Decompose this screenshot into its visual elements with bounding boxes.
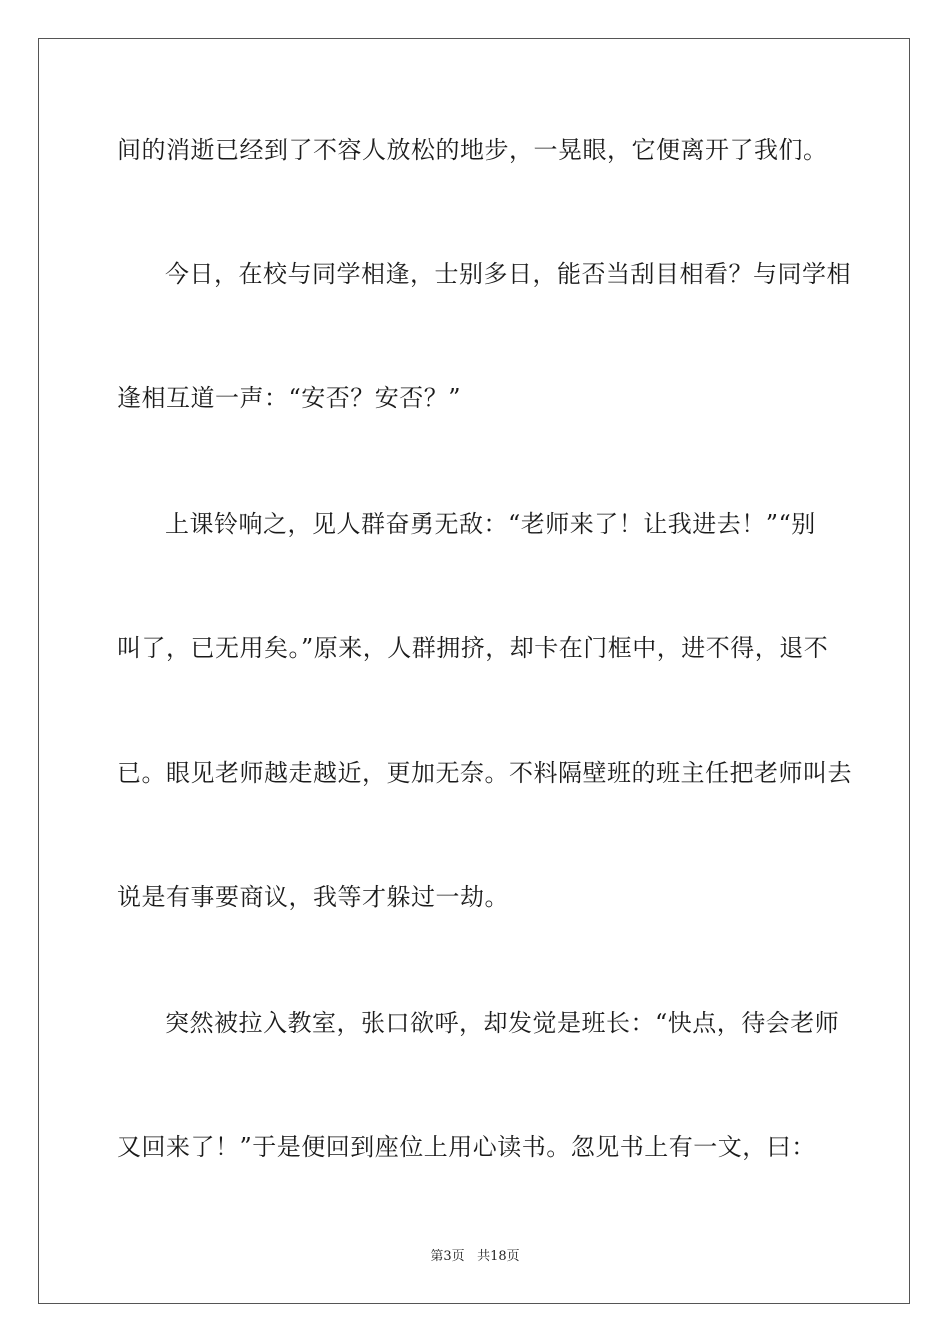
page-footer bbox=[0, 1248, 950, 1266]
text-line-1: 间的消逝已经到了不容人放松的地步，一晃眼，它便离开了我们。 bbox=[117, 136, 828, 164]
text-line-5: 叫了，已无用矣。”原来，人群拥挤，却卡在门框中，进不得，退不 bbox=[117, 634, 829, 662]
text-line-6: 已。眼见老师越走越近，更加无奈。不料隔壁班的班主任把老师叫去 bbox=[117, 759, 852, 787]
page-border bbox=[38, 38, 910, 1304]
text-line-9: 又回来了！”于是便回到座位上用心读书。忽见书上有一文，曰： bbox=[117, 1133, 816, 1161]
total-pages: 共18页 bbox=[477, 1249, 520, 1264]
text-line-3: 逢相互道一声：“安否？安否？” bbox=[117, 384, 462, 412]
text-line-8: 突然被拉入教室，张口欲呼，却发觉是班长：“快点，待会老师 bbox=[165, 1009, 840, 1037]
text-line-4: 上课铃响之，见人群奋勇无敌：“老师来了！让我进去！”“别 bbox=[165, 510, 816, 538]
text-line-7: 说是有事要商议，我等才躲过一劫。 bbox=[117, 883, 509, 911]
page-number: 第3页 bbox=[430, 1249, 465, 1264]
text-line-2: 今日，在校与同学相逢，士别多日，能否当刮目相看？与同学相 bbox=[165, 260, 851, 288]
